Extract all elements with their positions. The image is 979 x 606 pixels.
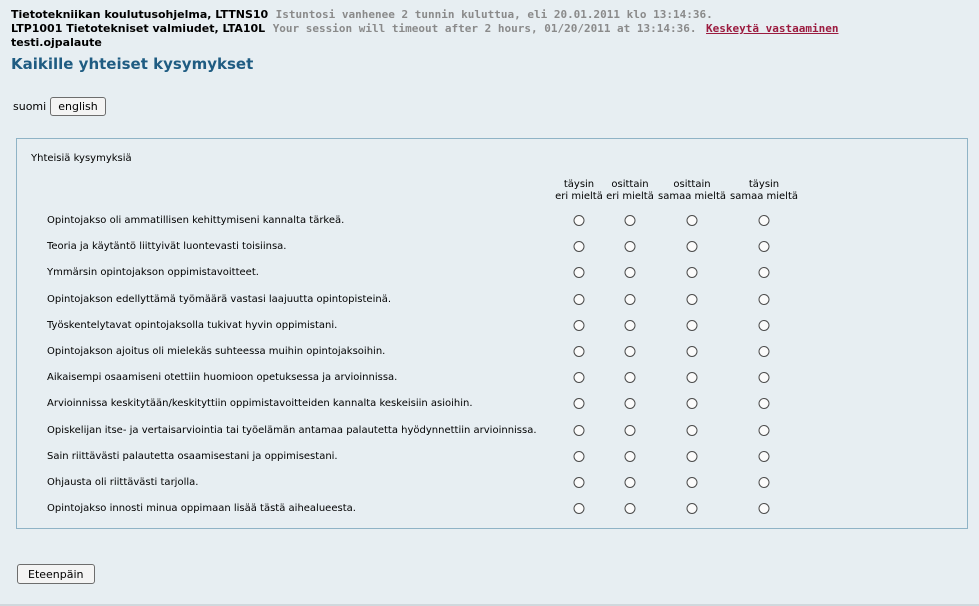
answer-radio-1[interactable] bbox=[574, 346, 585, 357]
answer-radio-2[interactable] bbox=[625, 215, 636, 226]
scale-header-line2: eri mieltä bbox=[555, 191, 603, 202]
question-row bbox=[17, 502, 967, 528]
scale-header-line1: täysin bbox=[563, 179, 595, 190]
answer-radio-1[interactable] bbox=[574, 241, 585, 252]
answer-radio-3[interactable] bbox=[687, 320, 698, 331]
answer-radio-3[interactable] bbox=[687, 241, 698, 252]
section-title: Yhteisiä kysymyksiä bbox=[31, 153, 132, 164]
question-row bbox=[17, 397, 967, 423]
question-panel bbox=[16, 138, 968, 529]
question-row bbox=[17, 424, 967, 450]
answer-radio-3[interactable] bbox=[687, 477, 698, 488]
question-text: Opiskelijan itse- ja vertaisarviointia tai työelämän antamaa palautetta hyödynnettiin arvioinnissa. bbox=[47, 424, 537, 436]
scale-header-line1: osittain bbox=[673, 179, 711, 190]
answer-radio-4[interactable] bbox=[759, 398, 770, 409]
question-text: Opintojakson edellyttämä työmäärä vastasi laajuutta opintopisteinä. bbox=[47, 293, 391, 305]
question-text: Aikaisempi osaamiseni otettiin huomioon opetuksessa ja arvioinnissa. bbox=[47, 372, 398, 384]
question-text: Ohjausta oli riittävästi tarjolla. bbox=[47, 477, 199, 488]
question-text: Sain riittävästi palautetta osaamisestani ja oppimisestani. bbox=[47, 450, 338, 462]
question-row bbox=[17, 476, 967, 502]
answer-radio-4[interactable] bbox=[759, 346, 770, 357]
question-text: Ymmärsin opintojakson oppimistavoitteet. bbox=[47, 267, 259, 279]
session-timeout-en: Your session will timeout after 2 hours, 01/20/2011 at 13:14:36. bbox=[272, 22, 697, 35]
next-button[interactable]: Eteenpäin bbox=[17, 564, 95, 584]
question-row bbox=[17, 345, 967, 371]
answer-radio-2[interactable] bbox=[625, 372, 636, 383]
answer-radio-4[interactable] bbox=[759, 503, 770, 514]
answer-radio-2[interactable] bbox=[625, 398, 636, 409]
program-name: Tietotekniikan koulutusohjelma, LTTNS10 bbox=[11, 8, 269, 21]
question-text: Työskentelytavat opintojaksolla tukivat hyvin oppimistani. bbox=[47, 319, 338, 331]
question-text: Arvioinnissa keskitytään/keskityttiin oppimistavoitteiden kannalta keskeisiin asioihin. bbox=[47, 398, 473, 410]
english-language-button[interactable]: english bbox=[50, 97, 106, 116]
answer-radio-1[interactable] bbox=[574, 451, 585, 462]
answer-radio-1[interactable] bbox=[574, 503, 585, 514]
answer-radio-4[interactable] bbox=[759, 477, 770, 488]
question-row bbox=[17, 450, 967, 476]
answer-radio-2[interactable] bbox=[625, 451, 636, 462]
question-row bbox=[17, 293, 967, 319]
answer-radio-4[interactable] bbox=[759, 294, 770, 305]
answer-radio-2[interactable] bbox=[625, 320, 636, 331]
question-row bbox=[17, 319, 967, 345]
answer-radio-2[interactable] bbox=[625, 346, 636, 357]
answer-radio-4[interactable] bbox=[759, 267, 770, 278]
question-row bbox=[17, 240, 967, 266]
header-line-1 bbox=[11, 8, 838, 22]
answer-radio-4[interactable] bbox=[759, 425, 770, 436]
answer-radio-2[interactable] bbox=[625, 267, 636, 278]
current-language: suomi bbox=[13, 100, 47, 113]
survey-name: testi.ojpalaute bbox=[11, 36, 102, 49]
scale-header-line1: osittain bbox=[611, 179, 649, 190]
answer-radio-4[interactable] bbox=[759, 320, 770, 331]
page-title: Kaikille yhteiset kysymykset bbox=[11, 55, 254, 73]
answer-radio-3[interactable] bbox=[687, 346, 698, 357]
answer-radio-4[interactable] bbox=[759, 451, 770, 462]
answer-radio-2[interactable] bbox=[625, 294, 636, 305]
scale-header-line2: samaa mieltä bbox=[657, 191, 727, 202]
answer-radio-3[interactable] bbox=[687, 451, 698, 462]
answer-radio-3[interactable] bbox=[687, 215, 698, 226]
header-line-2 bbox=[11, 22, 838, 36]
answer-radio-1[interactable] bbox=[574, 372, 585, 383]
language-selector bbox=[13, 97, 106, 116]
scale-header-1 bbox=[555, 179, 603, 203]
answer-radio-4[interactable] bbox=[759, 215, 770, 226]
session-timeout-fi: Istuntosi vanhenee 2 tunnin kuluttua, eli 20.01.2011 klo 13:14:36. bbox=[275, 8, 713, 21]
answer-radio-4[interactable] bbox=[759, 241, 770, 252]
answer-radio-3[interactable] bbox=[687, 372, 698, 383]
scale-header-2 bbox=[606, 179, 654, 203]
question-text: Opintojakso innosti minua oppimaan lisää tästä aihealueesta. bbox=[47, 503, 356, 515]
answer-radio-2[interactable] bbox=[625, 477, 636, 488]
answer-radio-3[interactable] bbox=[687, 267, 698, 278]
answer-radio-1[interactable] bbox=[574, 320, 585, 331]
question-row bbox=[17, 214, 967, 240]
answer-radio-3[interactable] bbox=[687, 503, 698, 514]
course-name: LTP1001 Tietotekniset valmiudet, LTA10L bbox=[11, 22, 266, 35]
answer-radio-2[interactable] bbox=[625, 241, 636, 252]
answer-radio-3[interactable] bbox=[687, 398, 698, 409]
scale-header-line2: samaa mieltä bbox=[729, 191, 799, 202]
answer-radio-1[interactable] bbox=[574, 477, 585, 488]
question-row bbox=[17, 371, 967, 397]
session-header bbox=[11, 8, 838, 50]
answer-radio-1[interactable] bbox=[574, 398, 585, 409]
question-text: Teoria ja käytäntö liittyivät luontevasti toisiinsa. bbox=[47, 241, 287, 253]
answer-radio-2[interactable] bbox=[625, 503, 636, 514]
scale-header-4 bbox=[730, 179, 798, 203]
answer-radio-1[interactable] bbox=[574, 267, 585, 278]
scale-header-line1: täysin bbox=[748, 179, 780, 190]
question-row bbox=[17, 266, 967, 292]
answer-radio-2[interactable] bbox=[625, 425, 636, 436]
question-text: Opintojakso oli ammatillisen kehittymiseni kannalta tärkeä. bbox=[47, 215, 345, 226]
question-text: Opintojakson ajoitus oli mielekäs suhteessa muihin opintojaksoihin. bbox=[47, 346, 386, 357]
answer-radio-1[interactable] bbox=[574, 215, 585, 226]
answer-radio-1[interactable] bbox=[574, 294, 585, 305]
answer-radio-3[interactable] bbox=[687, 425, 698, 436]
scale-header-line2: eri mieltä bbox=[606, 191, 654, 202]
answer-radio-4[interactable] bbox=[759, 372, 770, 383]
abort-survey-link[interactable]: Keskeytä vastaaminen bbox=[706, 22, 839, 35]
answer-radio-1[interactable] bbox=[574, 425, 585, 436]
answer-radio-3[interactable] bbox=[687, 294, 698, 305]
scale-header-3 bbox=[658, 179, 726, 203]
